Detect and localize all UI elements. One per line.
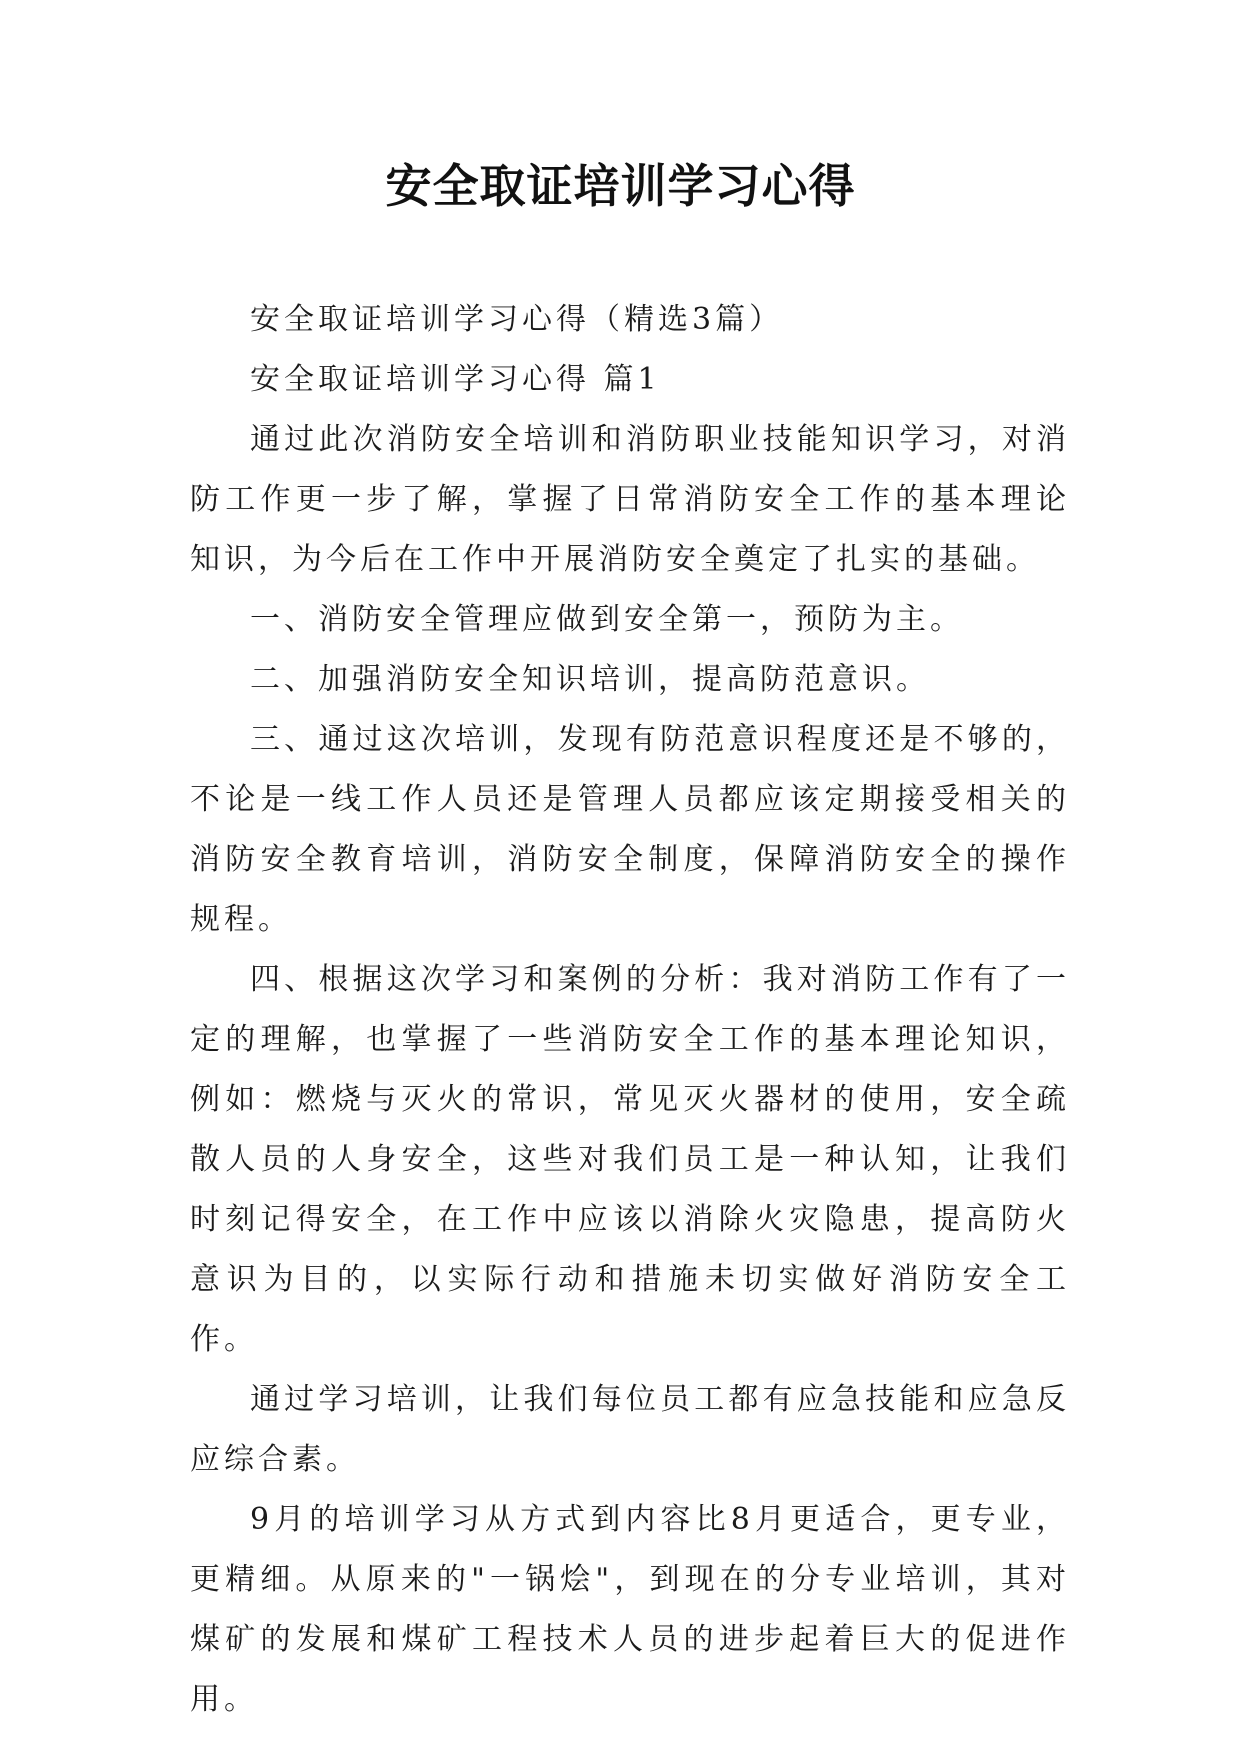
- document-body: [190, 290, 1070, 1730]
- document-title: 安全取证培训学习心得: [385, 159, 856, 213]
- paragraph: 四、根据这次学习和案例的分析：我对消防工作有了一定的理解，也掌握了一些消防安全工作的基本理论知识，例如：燃烧与灭火的常识，常见灭火器材的使用，安全疏散人员的人身安全，这些对我们员工是一种认知，让我们时刻记得安全，在工作中应该以消除火灾隐患，提高防火意识为目的，以实际行动和措施未切实做好消防安全工作。: [190, 962, 1070, 1357]
- paragraph: 二、加强消防安全知识培训，提高防范意识。: [250, 662, 930, 697]
- paragraph: 三、通过这次培训，发现有防范意识程度还是不够的，不论是一线工作人员还是管理人员都应该定期接受相关的消防安全教育培训，消防安全制度，保障消防安全的操作规程。: [190, 722, 1070, 937]
- paragraph: 通过学习培训，让我们每位员工都有应急技能和应急反应综合素。: [190, 1382, 1070, 1477]
- paragraph-collection-heading: 安全取证培训学习心得（精选3篇）: [250, 302, 784, 337]
- paragraph: 9月的培训学习从方式到内容比8月更适合，更专业，更精细。从原来的"一锅烩"，到现在的分专业培训，其对煤矿的发展和煤矿工程技术人员的进步起着巨大的促进作用。: [190, 1502, 1070, 1717]
- paragraph: 通过此次消防安全培训和消防职业技能知识学习，对消防工作更一步了解，掌握了日常消防安全工作的基本理论知识，为今后在工作中开展消防安全奠定了扎实的基础。: [190, 422, 1070, 577]
- paragraph-article-heading: 安全取证培训学习心得 篇1: [250, 362, 661, 397]
- paragraph: 一、消防安全管理应做到安全第一，预防为主。: [250, 602, 964, 637]
